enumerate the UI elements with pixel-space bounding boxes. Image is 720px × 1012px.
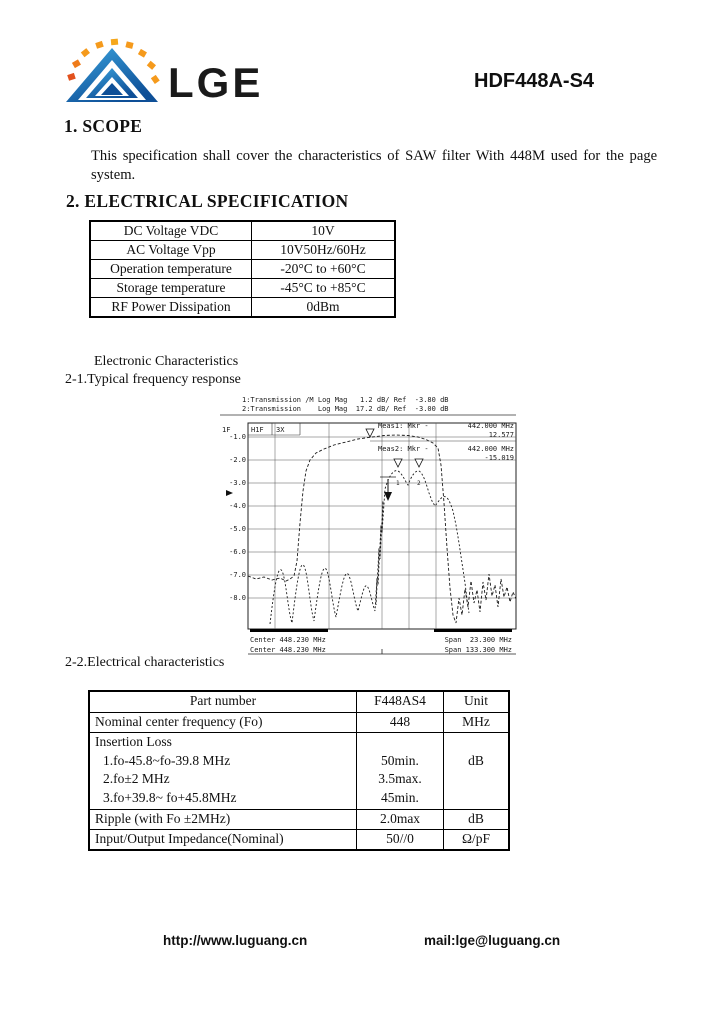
svg-text:-5.0: -5.0 bbox=[229, 525, 246, 533]
span-2: Span 133.300 MHz bbox=[444, 646, 512, 654]
insertion-loss-value2: 3.5max. bbox=[378, 771, 422, 787]
svg-text:-6.0: -6.0 bbox=[229, 548, 246, 556]
marker1-number: 1 bbox=[396, 480, 400, 487]
characteristics-table bbox=[88, 690, 510, 851]
row-value: 448 bbox=[357, 713, 444, 733]
insertion-loss-line1: 1.fo-45.8~fo-39.8 MHz bbox=[103, 752, 231, 768]
insertion-loss-value3: 45min. bbox=[381, 789, 419, 805]
svg-text:-7.0: -7.0 bbox=[229, 571, 246, 579]
svg-text:-8.0: -8.0 bbox=[229, 594, 246, 602]
table-row bbox=[90, 260, 395, 279]
span-1: Span 23.300 MHz bbox=[444, 636, 512, 644]
table-row bbox=[89, 830, 509, 851]
svg-text:-4.0: -4.0 bbox=[229, 502, 246, 510]
col-unit: Unit bbox=[444, 691, 510, 713]
table-row bbox=[89, 810, 509, 830]
row-unit: Ω/pF bbox=[444, 830, 510, 851]
svg-text:-3.0: -3.0 bbox=[229, 479, 246, 487]
meas2-label: Meas2: Mkr - bbox=[378, 445, 429, 453]
electrical-spec-heading: 2. ELECTRICAL SPECIFICATION bbox=[66, 191, 349, 211]
reference-level-arrow-icon bbox=[226, 490, 233, 496]
center-frequency-2: Center 448.230 MHz bbox=[250, 646, 326, 654]
row-label: Nominal center frequency (Fo) bbox=[89, 713, 357, 733]
spec-value: 10V bbox=[252, 221, 396, 241]
spec-value: -45°C to +85°C bbox=[252, 279, 396, 298]
scope-body-line1: This specification shall cover the characteristics of SAW filter With 448M used for the page bbox=[91, 148, 658, 164]
freq-response-heading: 2-1.Typical frequency response bbox=[65, 372, 241, 387]
down-arrow-icon bbox=[384, 479, 392, 501]
chart-corner-label: H1F bbox=[251, 426, 264, 434]
table-row bbox=[90, 279, 395, 298]
spec-value: -20°C to +60°C bbox=[252, 260, 396, 279]
insertion-loss-title: Insertion Loss bbox=[95, 734, 172, 749]
chart-corner-label: 1F bbox=[222, 426, 231, 434]
scope-body-line2: system. bbox=[91, 167, 136, 183]
spec-label: RF Power Dissipation bbox=[90, 298, 252, 318]
electrical-spec-table bbox=[89, 220, 396, 318]
insertion-loss-label bbox=[89, 733, 357, 810]
frequency-response-chart bbox=[220, 393, 522, 657]
insertion-loss-line2: 2.fo±2 MHz bbox=[103, 771, 170, 787]
spec-value: 10V50Hz/60Hz bbox=[252, 241, 396, 260]
insertion-loss-values bbox=[357, 733, 444, 810]
insertion-loss-unit-cell bbox=[444, 733, 510, 810]
chart-trace2-label: 2:Transmission Log Mag 17.2 dB/ Ref -3.00 dB bbox=[242, 405, 449, 413]
scope-heading: 1. SCOPE bbox=[64, 116, 143, 136]
table-row bbox=[90, 241, 395, 260]
page-title: HDF448A-S4 bbox=[474, 70, 595, 92]
trace2-detail bbox=[270, 471, 469, 624]
footer-mail-link[interactable]: mail:lge@luguang.cn bbox=[424, 933, 561, 948]
marker2-number: 2 bbox=[417, 480, 421, 487]
row-label: Input/Output Impedance(Nominal) bbox=[89, 830, 357, 851]
spec-label: AC Voltage Vpp bbox=[90, 241, 252, 260]
marker-triangle-icon bbox=[366, 429, 374, 437]
meas1-value: 12.577 bbox=[488, 431, 514, 439]
insertion-loss-value1: 50min. bbox=[381, 752, 419, 768]
marker2-triangle-icon bbox=[415, 459, 423, 467]
svg-text:-1.0: -1.0 bbox=[229, 433, 246, 441]
footer-website-link[interactable]: http://www.luguang.cn bbox=[163, 933, 308, 948]
marker1-triangle-icon bbox=[394, 459, 402, 467]
chart-corner-label: 3X bbox=[276, 426, 285, 434]
table-row bbox=[89, 713, 509, 733]
table-header-row bbox=[89, 691, 509, 713]
meas1-label: Meas1: Mkr - bbox=[378, 422, 429, 430]
electronic-characteristics-label: Electronic Characteristics bbox=[94, 354, 239, 369]
table-row-insertion-loss bbox=[89, 733, 509, 810]
col-part-number: Part number bbox=[89, 691, 357, 713]
row-label: Ripple (with Fo ±2MHz) bbox=[89, 810, 357, 830]
chart-y-axis-labels bbox=[229, 433, 246, 602]
row-value: 2.0max bbox=[357, 810, 444, 830]
brand-logo bbox=[60, 24, 275, 108]
row-unit: dB bbox=[444, 810, 510, 830]
characteristics-heading: 2-2.Electrical characteristics bbox=[65, 655, 225, 670]
col-part-value: F448AS4 bbox=[357, 691, 444, 713]
insertion-loss-line3: 3.fo+39.8~ fo+45.8MHz bbox=[103, 789, 237, 805]
table-row bbox=[90, 221, 395, 241]
meas2-frequency: 442.000 MHz bbox=[467, 445, 514, 453]
lge-logo-icon bbox=[60, 24, 275, 108]
insertion-loss-unit: dB bbox=[468, 752, 484, 768]
spec-label: Operation temperature bbox=[90, 260, 252, 279]
spec-value: 0dBm bbox=[252, 298, 396, 318]
table-row bbox=[90, 298, 395, 318]
spec-label: DC Voltage VDC bbox=[90, 221, 252, 241]
chart-trace1-label: 1:Transmission /M Log Mag 1.2 dB/ Ref -3.80 dB bbox=[242, 396, 449, 404]
row-value: 50//0 bbox=[357, 830, 444, 851]
meas2-value: -15.019 bbox=[484, 454, 514, 462]
meas1-frequency: 442.000 MHz bbox=[467, 422, 514, 430]
svg-text:-2.0: -2.0 bbox=[229, 456, 246, 464]
spec-label: Storage temperature bbox=[90, 279, 252, 298]
brand-name: LGE bbox=[168, 59, 264, 106]
row-unit: MHz bbox=[444, 713, 510, 733]
center-frequency-1: Center 448.230 MHz bbox=[250, 636, 326, 644]
